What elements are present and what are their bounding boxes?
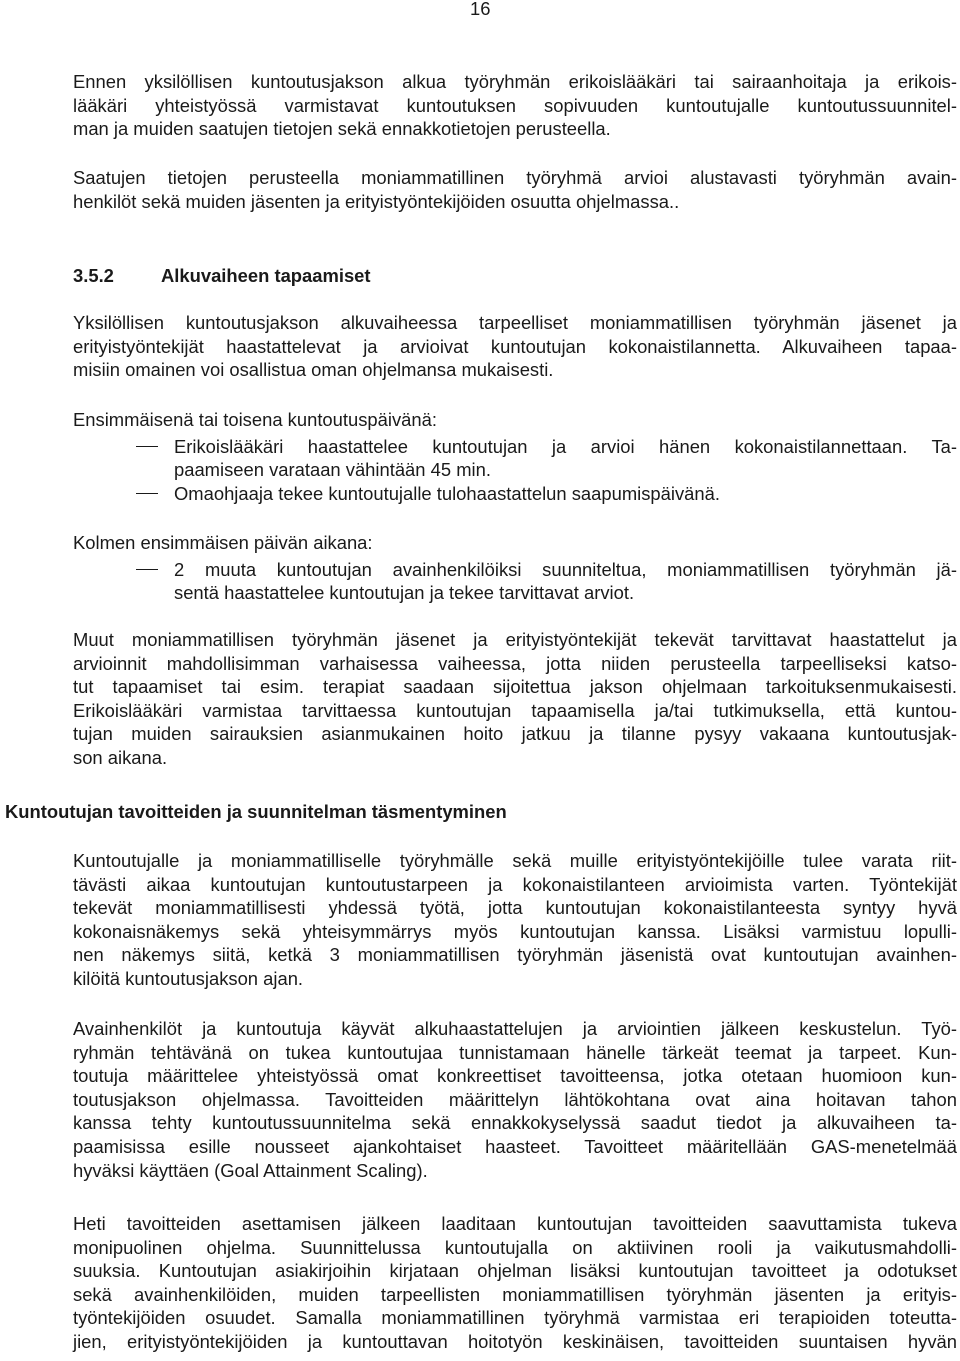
- text-line: suuksia. Kuntoutujan asiakirjoihin kirjataan ohjelman lisäksi kuntoutujan tavoitteet ja odotukset: [73, 1260, 957, 1282]
- text-line: henkilöt sekä muiden jäsenten ja erityistyöntekijöiden osuutta ohjelmassa..: [73, 190, 680, 212]
- text-line: Saatujen tietojen perusteella moniammatillinen työryhmä arvioi alustavasti työryhmän avain-: [73, 167, 957, 188]
- text-line: Yksilöllisen kuntoutusjakson alkuvaiheessa tarpeelliset moniammatillisen työryhmän jäsenet ja: [73, 312, 957, 333]
- section-number: 3.5.2: [73, 265, 114, 286]
- text-line: Avainhenkilöt ja kuntoutuja käyvät alkuhaastattelujen ja arviointien jälkeen keskustelun. Työ-: [73, 1018, 957, 1039]
- text-line: tekevät moniammatillisesti yhdessä työtä, jotta kuntoutujan kokonaistilanteesta syntyy hyvä: [73, 897, 957, 919]
- text-line: toutusjakson ohjelmassa. Tavoitteiden määrittelyn lähtökohtana ovat aina hoitavan tahon: [73, 1088, 957, 1110]
- list-item-continuation: [73, 581, 957, 605]
- text-line: Heti tavoitteiden asettamisen jälkeen laaditaan kuntoutujan tavoitteiden saavuttamista tukeva: [73, 1213, 957, 1234]
- text-line: misiin omainen voi osallistua oman ohjelmansa mukaisesti.: [73, 359, 554, 381]
- list-item-continuation: [73, 458, 957, 482]
- text-line: erityistyöntekijät haastattelevat ja arvioivat kuntoutujan kokonaistilannetta. Alkuvaiheen tapaa-: [73, 335, 957, 357]
- list-item-text: Omaohjaaja tekee kuntoutujalle tulohaastattelun saapumispäivänä.: [174, 482, 720, 504]
- page-number: 16: [470, 0, 491, 19]
- list-intro: Kolmen ensimmäisen päivän aikana:: [73, 532, 373, 553]
- text-line: arvioinnit mahdollisimman varhaisessa vaiheessa, jotta niiden perusteella tarpeelliseksi katso-: [73, 652, 957, 674]
- text-line: paamisissa esille nousseet ajankohtaiset haasteet. Tavoitteet määritellään GAS-menetelmää: [73, 1135, 957, 1157]
- paragraph-other-members: [73, 628, 957, 770]
- paragraph-key-persons: [73, 166, 957, 213]
- section-title: Alkuvaiheen tapaamiset: [161, 265, 371, 286]
- text-line: lääkäri yhteistyössä varmistavat kuntoutuksen sopivuuden kuntoutujalle kuntoutussuunnitel-: [73, 94, 957, 116]
- text-line: jien, erityistyöntekijöiden ja kuntouttavan hoitotyön keskinäisen, tavoitteiden suuntaisen hyvän: [73, 1330, 957, 1352]
- list-item: [73, 482, 957, 506]
- paragraph-program-planning: [73, 1212, 957, 1354]
- text-line: Muut moniammatillisen työryhmän jäsenet ja erityistyöntekijät tekevät tarvittavat haastattelut ja: [73, 629, 957, 650]
- paragraph-initial-meetings: [73, 311, 957, 382]
- list-item-text: paamiseen varataan vähintään 45 min.: [174, 459, 491, 481]
- section-heading: [73, 264, 957, 288]
- list-item: [73, 435, 957, 459]
- text-line: tujan muiden sairauksien asianmukainen hoito jatkuu ja tilanne pysyy vakaana kuntoutusjak-: [73, 723, 957, 745]
- text-line: man ja muiden saatujen tietojen sekä ennakkotietojen perusteella.: [73, 118, 611, 140]
- dash-bullet: [136, 446, 158, 448]
- dash-bullet: [136, 569, 158, 571]
- text-line: Kuntoutujalle ja moniammatilliselle työryhmälle sekä muille erityistyöntekijöille tulee varata riit-: [73, 850, 957, 871]
- text-line: ryhmän tehtävänä on tukea kuntoutujaa tunnistamaan hänelle tärkeät teemat ja tarpeet. Kun-: [73, 1041, 957, 1063]
- text-line: tut tapaamiset tai esim. terapiat saadaan sijoitettua jakson ohjelmaan tarkoituksenmukaisesti.: [73, 676, 957, 698]
- subheading-goals: Kuntoutujan tavoitteiden ja suunnitelman täsmentyminen: [5, 801, 507, 822]
- list-intro: Ensimmäisenä tai toisena kuntoutuspäivänä:: [73, 409, 437, 430]
- text-line: hyväksi käyttäen (Goal Attainment Scaling).: [73, 1159, 428, 1181]
- text-line: kokonaisnäkemys sekä yhteisymmärrys myös kuntoutujan kanssa. Lisäksi varmistuu lopulli-: [73, 920, 957, 942]
- text-line: monipuolinen ohjelma. Suunnittelussa kuntoutujalla on aktiivinen rooli ja vaikutusmahdolli-: [73, 1236, 957, 1258]
- text-line: toutuja määrittelee yhteistyössä omat konkreettiset tavoitteensa, jotka otetaan huomioon kun-: [73, 1065, 957, 1087]
- paragraph-assessment-time: [73, 849, 957, 991]
- text-line: nen näkemys siitä, ketkä 3 moniammatillisen työryhmän jäsenistä ovat kuntoutujan avainhen-: [73, 944, 957, 966]
- list-first-three-days: [73, 531, 957, 605]
- text-line: kanssa tehty kuntoutussuunnitelma sekä ennakkokyselyssä saadut tiedot ja alkuvaiheen ta-: [73, 1112, 957, 1134]
- text-line: työntekijöiden osuudet. Samalla moniammatillinen työryhmä varmistaa eri terapioiden toteutta-: [73, 1307, 957, 1329]
- list-item-text: Erikoislääkäri haastattelee kuntoutujan ja arvioi hänen kokonaistilannettaan. Ta-: [174, 435, 957, 457]
- dash-bullet: [136, 493, 158, 495]
- paragraph-intro: [73, 70, 957, 141]
- list-item-text: 2 muuta kuntoutujan avainhenkilöiksi suunniteltua, moniammatillisen työryhmän jä-: [174, 558, 957, 580]
- paragraph-key-persons-discussion: [73, 1017, 957, 1182]
- list-first-days: [73, 408, 957, 505]
- text-line: sekä avainhenkilöiden, muiden tarpeellisten moniammatillisen työryhmän jäsenten ja erityis-: [73, 1283, 957, 1305]
- text-line: son aikana.: [73, 746, 168, 768]
- list-item-text: sentä haastattelee kuntoutujan ja tekee tarvittavat arviot.: [174, 582, 635, 604]
- list-item: [73, 558, 957, 582]
- text-line: tävästi aikaa kuntoutujan kuntoutustarpeen ja kokonaistilanteen arvioimista varten. Työntekijät: [73, 873, 957, 895]
- text-line: kilöitä kuntoutusjakson ajan.: [73, 967, 304, 989]
- text-line: Erikoislääkäri varmistaa tarvittaessa kuntoutujan tapaamisella ja/tai tutkimuksella, että kuntou-: [73, 699, 957, 721]
- text-line: Ennen yksilöllisen kuntoutusjakson alkua työryhmän erikoislääkäri tai sairaanhoitaja ja erikois-: [73, 71, 957, 92]
